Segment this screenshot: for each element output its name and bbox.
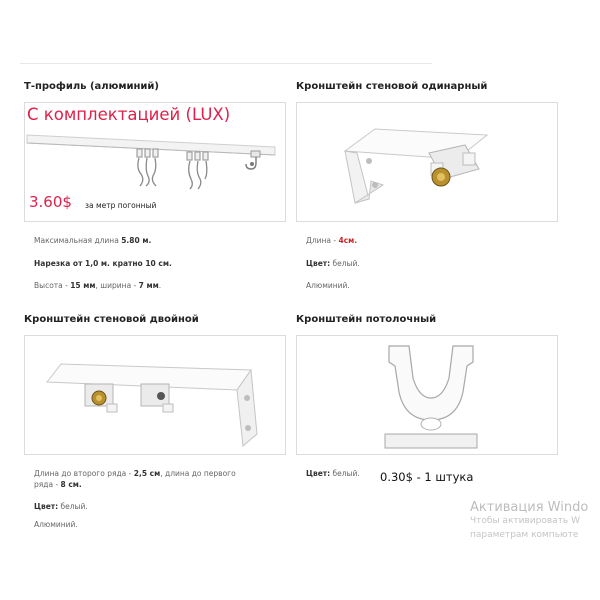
- windows-activation-watermark-title: Активация Windo: [470, 500, 589, 515]
- product-image-wall-bracket-single[interactable]: [296, 102, 558, 222]
- spec-color: Цвет: белый.: [34, 502, 88, 511]
- spec-lengths-cont: ряда - 8 см.: [34, 480, 82, 489]
- product-card-t-profile[interactable]: [24, 80, 286, 290]
- spec-cutting: Нарезка от 1,0 м. кратно 10 см.: [34, 259, 172, 268]
- spec-lengths: Длина до второго ряда - 2,5 см, длина до первого: [34, 469, 236, 478]
- product-title[interactable]: Т-профиль (алюминий): [24, 81, 160, 92]
- spec-material: Алюминий.: [34, 520, 78, 529]
- product-card-wall-bracket-single[interactable]: [296, 80, 558, 290]
- product-title[interactable]: Кронштейн потолочный: [296, 314, 437, 325]
- product-title[interactable]: Кронштейн стеновой одинарный: [296, 81, 488, 92]
- ceiling-bracket-image: [297, 336, 557, 454]
- spec-color: Цвет: белый.: [306, 259, 360, 268]
- spec-material: Алюминий.: [306, 281, 350, 290]
- product-image-ceiling-bracket[interactable]: [296, 335, 558, 455]
- spec-length: Длина - 4см.: [306, 236, 358, 245]
- price-unit-note: за метр погонный: [85, 201, 157, 210]
- windows-activation-watermark-line: Чтобы активировать W: [470, 516, 580, 526]
- wall-bracket-single-image: [297, 103, 557, 221]
- price-t-profile: 3.60$: [29, 193, 72, 211]
- top-divider: [20, 63, 432, 64]
- product-image-wall-bracket-double[interactable]: [24, 335, 286, 455]
- spec-color: Цвет: белый.: [306, 469, 360, 478]
- windows-activation-watermark-line: параметрам компьюте: [470, 530, 579, 540]
- product-card-wall-bracket-double[interactable]: [24, 313, 286, 529]
- product-title[interactable]: Кронштейн стеновой двойной: [24, 314, 199, 325]
- wall-bracket-double-image: [25, 336, 285, 454]
- spec-max-length: Максимальная длина 5.80 м.: [34, 236, 152, 245]
- spec-dimensions: Высота - 15 мм, ширина - 7 мм.: [34, 281, 162, 290]
- price-ceiling-bracket: 0.30$ - 1 штука: [380, 470, 474, 484]
- lux-overlay-text: С комплектацией (LUX): [27, 105, 231, 124]
- product-image-t-profile[interactable]: [24, 102, 286, 222]
